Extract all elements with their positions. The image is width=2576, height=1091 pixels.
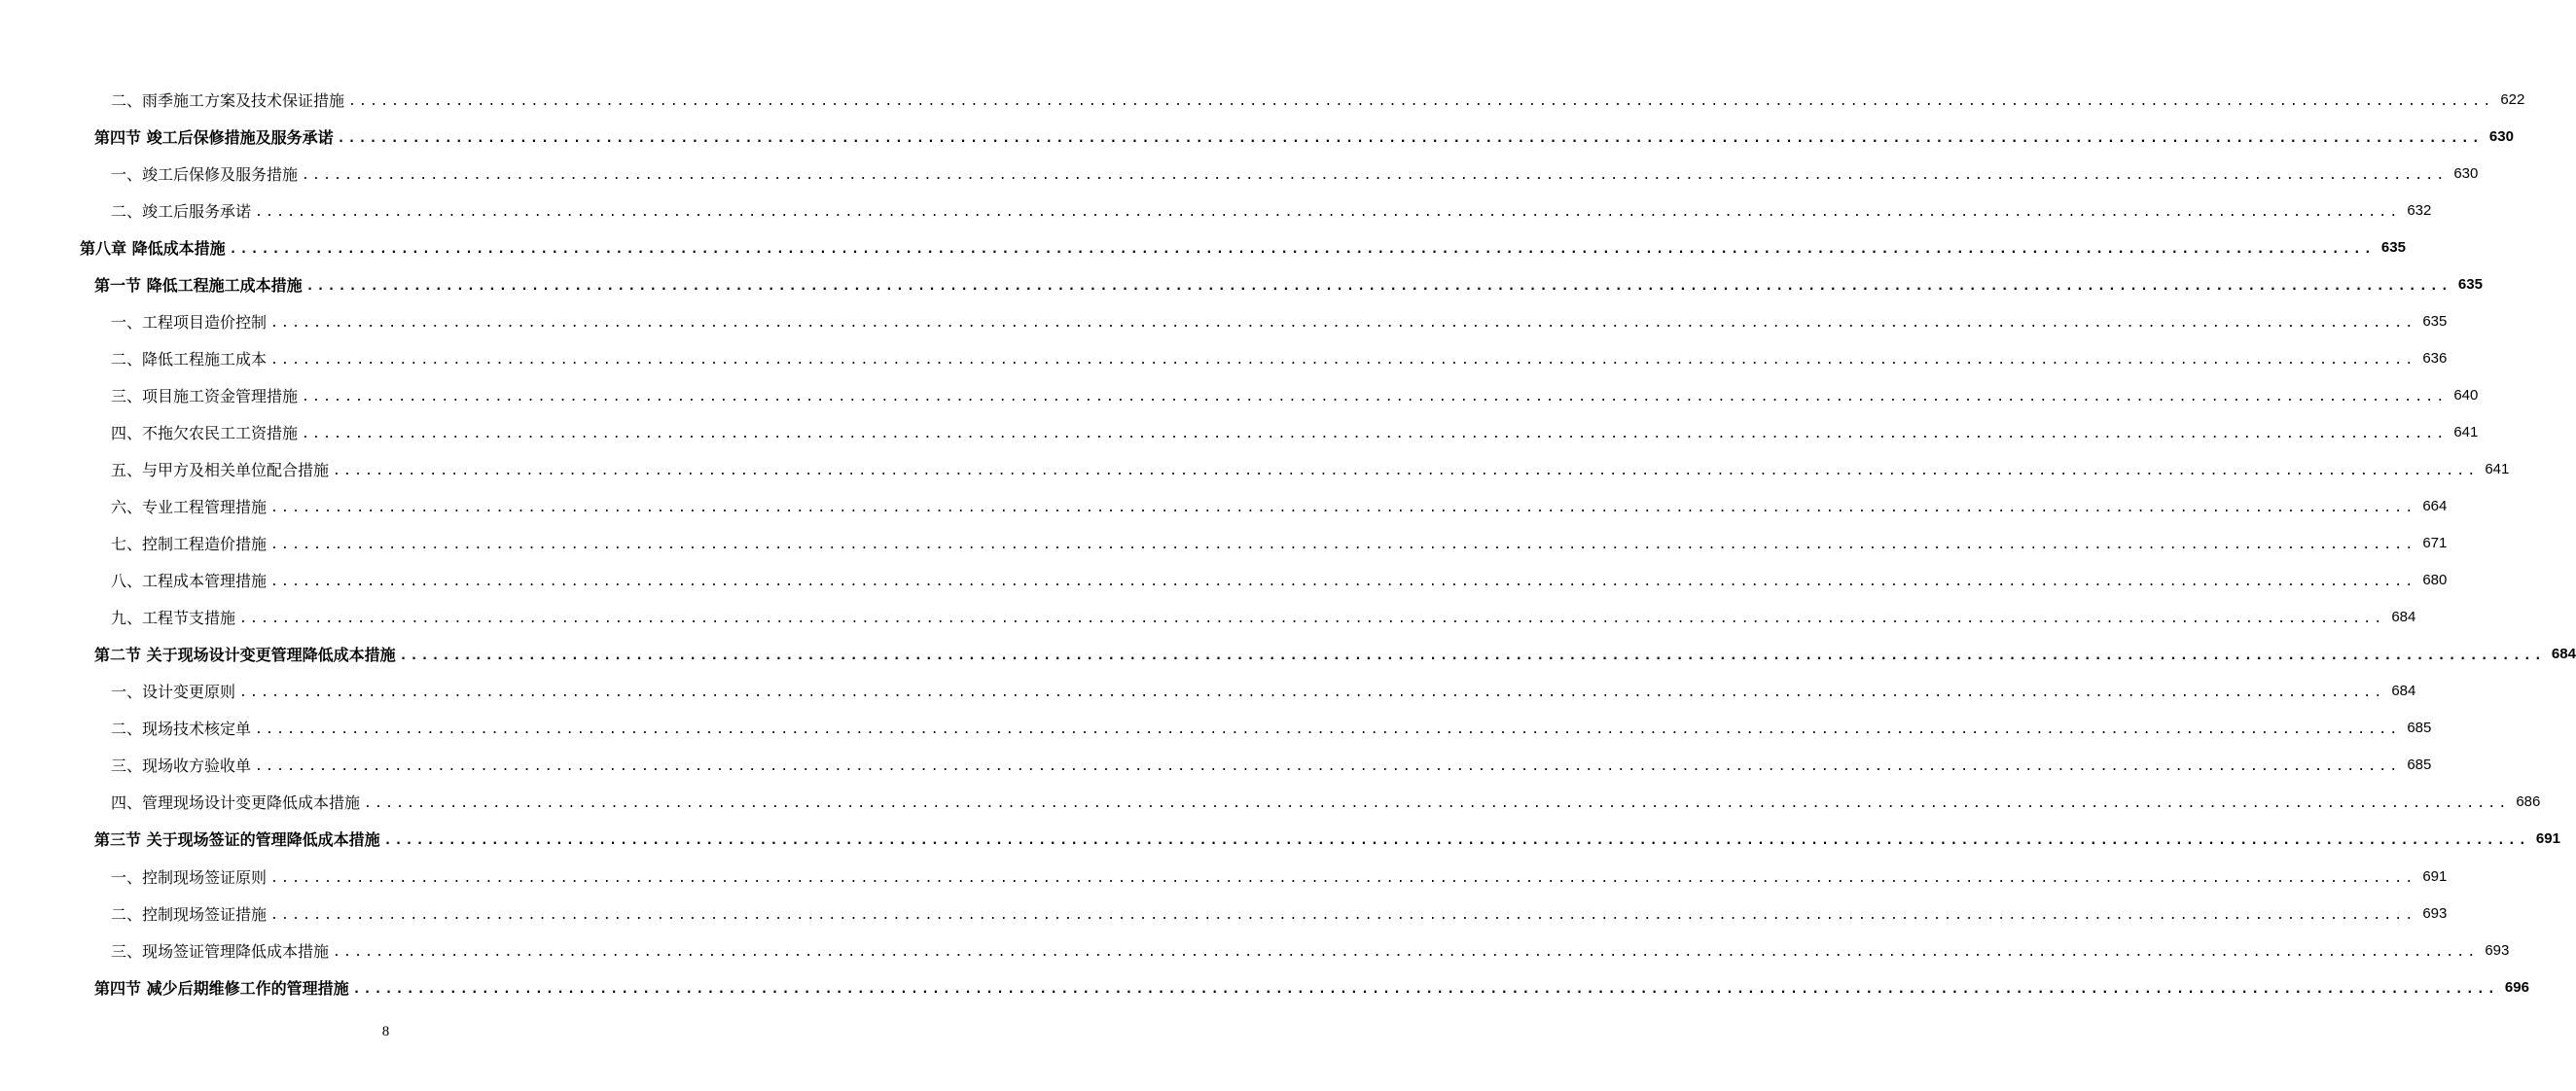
toc-dot-leader: ........................................................................................................................................................................................................ xyxy=(302,426,2448,441)
toc-dot-leader: ........................................................................................................................................................................................................ xyxy=(337,130,2483,146)
toc-dot-leader: ........................................................................................................................................................................................................ xyxy=(229,241,2375,257)
toc-entry[interactable] xyxy=(0,895,2448,932)
toc-entry-page: 691 xyxy=(2422,867,2448,885)
toc-dot-leader: ........................................................................................................................................................................................................ xyxy=(270,870,2416,886)
toc-dot-leader: ........................................................................................................................................................................................................ xyxy=(383,833,2529,849)
toc-entry-title: 五、与甲方及相关单位配合措施 xyxy=(111,460,330,479)
toc-entry-page: 684 xyxy=(2551,646,2576,663)
toc-entry[interactable] xyxy=(0,118,2514,155)
toc-dot-leader: ........................................................................................................................................................................................................ xyxy=(333,463,2479,478)
toc-entry-page: 693 xyxy=(2485,941,2510,959)
toc-entry-page: 635 xyxy=(2457,275,2483,293)
toc-entry-page: 684 xyxy=(2391,683,2416,700)
toc-entry-title: 二、控制现场签证措施 xyxy=(111,904,268,924)
toc-entry-page: 636 xyxy=(2422,349,2448,367)
toc-entry[interactable] xyxy=(0,673,2416,710)
toc-entry[interactable] xyxy=(0,155,2479,192)
toc-dot-leader: ........................................................................................................................................................................................................ xyxy=(302,167,2448,183)
toc-entry-page: 671 xyxy=(2422,535,2448,552)
toc-entry-page: 635 xyxy=(2380,238,2406,256)
toc-entry-page: 630 xyxy=(2453,164,2479,182)
toc-entry[interactable] xyxy=(0,376,2479,413)
toc-entry-title: 七、控制工程造价措施 xyxy=(111,535,268,554)
table-of-contents xyxy=(0,81,2576,1005)
toc-entry-title: 四、管理现场设计变更降低成本措施 xyxy=(111,793,361,813)
toc-dot-leader: ........................................................................................................................................................................................................ xyxy=(270,907,2416,923)
toc-entry[interactable] xyxy=(0,858,2448,895)
toc-entry-title: 二、竣工后服务承诺 xyxy=(111,201,252,221)
toc-dot-leader: ........................................................................................................................................................................................................ xyxy=(302,389,2448,405)
toc-entry-title: 第一节 降低工程施工成本措施 xyxy=(94,275,303,295)
toc-entry-page: 685 xyxy=(2407,757,2432,774)
toc-entry-title: 八、工程成本管理措施 xyxy=(111,572,268,591)
toc-entry-title: 三、现场收方验收单 xyxy=(111,757,252,776)
toc-entry-page: 685 xyxy=(2407,720,2432,737)
toc-dot-leader: ........................................................................................................................................................................................................ xyxy=(270,575,2416,590)
toc-entry[interactable] xyxy=(0,710,2432,747)
toc-entry-title: 第四节 减少后期维修工作的管理措施 xyxy=(94,978,349,998)
toc-entry-page: 686 xyxy=(2516,793,2541,811)
toc-entry-page: 630 xyxy=(2488,127,2514,145)
toc-dot-leader: ........................................................................................................................................................................................................ xyxy=(255,722,2401,738)
toc-dot-leader: ........................................................................................................................................................................................................ xyxy=(255,204,2401,220)
toc-entry-page: 693 xyxy=(2422,904,2448,922)
toc-entry-title: 三、项目施工资金管理措施 xyxy=(111,386,299,405)
toc-dot-leader: ........................................................................................................................................................................................................ xyxy=(239,686,2385,701)
toc-dot-leader: ........................................................................................................................................................................................................ xyxy=(239,612,2385,627)
toc-entry[interactable] xyxy=(0,968,2529,1005)
toc-dot-leader: ........................................................................................................................................................................................................ xyxy=(352,981,2498,997)
toc-entry-title: 第三节 关于现场签证的管理降低成本措施 xyxy=(94,830,380,850)
toc-entry-page: 691 xyxy=(2535,830,2560,848)
toc-entry-page: 641 xyxy=(2485,460,2510,477)
toc-entry-title: 二、雨季施工方案及技术保证措施 xyxy=(111,90,345,110)
toc-entry-title: 二、降低工程施工成本 xyxy=(111,349,268,369)
page-number: 8 xyxy=(381,1024,390,1039)
toc-entry-page: 696 xyxy=(2504,978,2529,996)
toc-entry[interactable] xyxy=(0,265,2483,302)
toc-entry[interactable] xyxy=(0,81,2525,118)
toc-dot-leader: ........................................................................................................................................................................................................ xyxy=(270,501,2416,516)
toc-entry[interactable] xyxy=(0,488,2448,525)
toc-entry-title: 一、设计变更原则 xyxy=(111,683,236,702)
toc-entry[interactable] xyxy=(0,636,2576,673)
toc-entry[interactable] xyxy=(0,932,2510,968)
toc-entry-title: 一、控制现场签证原则 xyxy=(111,867,268,887)
toc-entry-title: 三、现场签证管理降低成本措施 xyxy=(111,941,330,961)
toc-entry[interactable] xyxy=(0,413,2479,450)
toc-entry[interactable] xyxy=(0,192,2432,229)
toc-entry-title: 四、不拖欠农民工工资措施 xyxy=(111,423,299,442)
toc-entry[interactable] xyxy=(0,821,2560,858)
toc-entry-title: 九、工程节支措施 xyxy=(111,609,236,628)
toc-dot-leader: ........................................................................................................................................................................................................ xyxy=(333,944,2479,960)
toc-entry[interactable] xyxy=(0,450,2510,487)
toc-entry[interactable] xyxy=(0,599,2416,636)
toc-entry-title: 一、工程项目造价控制 xyxy=(111,312,268,332)
toc-entry[interactable] xyxy=(0,525,2448,562)
toc-entry-page: 640 xyxy=(2453,386,2479,404)
toc-dot-leader: ........................................................................................................................................................................................................ xyxy=(270,315,2416,331)
toc-dot-leader: ........................................................................................................................................................................................................ xyxy=(399,649,2545,664)
toc-entry-title: 二、现场技术核定单 xyxy=(111,720,252,739)
toc-dot-leader: ........................................................................................................................................................................................................ xyxy=(270,352,2416,368)
toc-entry[interactable] xyxy=(0,562,2448,599)
toc-dot-leader: ........................................................................................................................................................................................................ xyxy=(270,538,2416,553)
toc-entry-page: 684 xyxy=(2391,609,2416,626)
toc-entry-page: 641 xyxy=(2453,423,2479,440)
toc-entry-page: 622 xyxy=(2500,90,2525,108)
toc-entry-title: 第二节 关于现场设计变更管理降低成本措施 xyxy=(94,646,396,665)
toc-dot-leader: ........................................................................................................................................................................................................ xyxy=(255,759,2401,775)
toc-entry-title: 第八章 降低成本措施 xyxy=(80,238,226,258)
toc-entry-title: 第四节 竣工后保修措施及服务承诺 xyxy=(94,127,334,147)
toc-dot-leader: ........................................................................................................................................................................................................ xyxy=(305,278,2451,294)
toc-entry-title: 一、竣工后保修及服务措施 xyxy=(111,164,299,184)
toc-entry-page: 632 xyxy=(2407,201,2432,219)
toc-entry[interactable] xyxy=(0,339,2448,376)
toc-entry[interactable] xyxy=(0,229,2406,265)
toc-entry[interactable] xyxy=(0,747,2432,784)
toc-entry-page: 664 xyxy=(2422,498,2448,515)
toc-entry-page: 680 xyxy=(2422,572,2448,589)
toc-entry-page: 635 xyxy=(2422,312,2448,330)
toc-dot-leader: ........................................................................................................................................................................................................ xyxy=(364,796,2510,812)
toc-entry-title: 六、专业工程管理措施 xyxy=(111,498,268,517)
toc-dot-leader: ........................................................................................................................................................................................................ xyxy=(348,93,2494,109)
toc-entry[interactable] xyxy=(0,784,2541,821)
toc-entry[interactable] xyxy=(0,302,2448,339)
